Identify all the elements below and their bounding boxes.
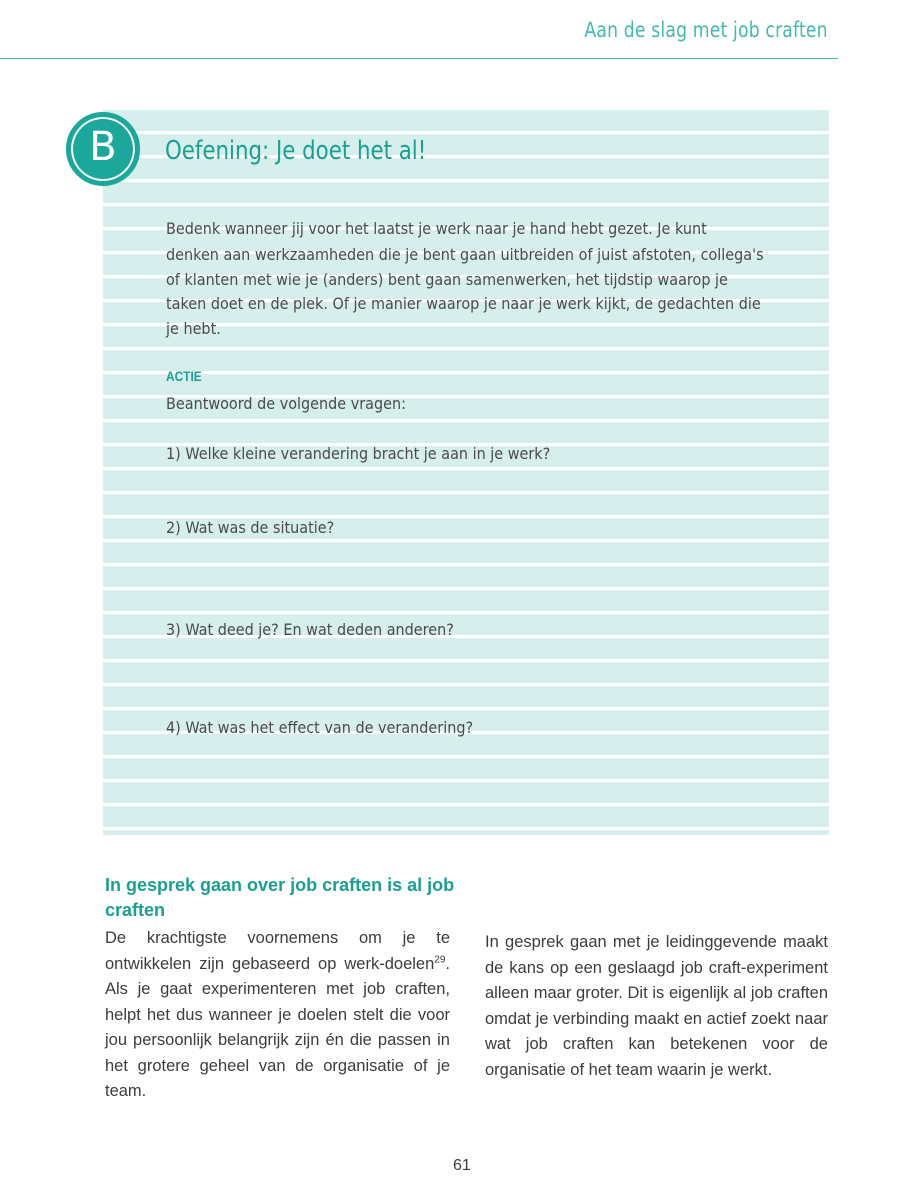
question-4: 4) Wat was het effect van de verandering?	[166, 718, 474, 737]
left-text-part-1: De krachtigste voornemens om je te ontwikkelen zijn gebaseerd op werk-doelen	[105, 929, 450, 973]
intro-line: je hebt.	[166, 319, 221, 338]
intro-line: taken doet en de plek. Of je manier waarop je naar je werk kijkt, de gedachten die	[166, 294, 761, 313]
section-heading: In gesprek gaan over job craften is al job craften	[105, 875, 455, 920]
question-2: 2) Wat was de situatie?	[166, 518, 335, 537]
intro-line: Bedenk wanneer jij voor het laatst je werk naar je hand hebt gezet. Je kunt	[166, 219, 707, 238]
left-body-column	[105, 926, 450, 1105]
question-1: 1) Welke kleine verandering bracht je aan in je werk?	[166, 444, 551, 463]
question-3: 3) Wat deed je? En wat deden anderen?	[166, 620, 454, 639]
badge-letter: B	[89, 124, 117, 170]
exercise-title: Oefening: Je doet het al!	[165, 136, 427, 166]
action-label: ACTIE	[166, 368, 202, 384]
footnote-reference: 29	[434, 954, 446, 965]
intro-line: of klanten met wie je (anders) bent gaan samenwerken, het tijdstip waarop je	[166, 270, 728, 289]
right-body-column: In gesprek gaan met je leidinggevende maakt de kans op een geslaagd job craft-experiment alleen maar groter. Dit is eigenlijk al job craften omdat je verbinding maakt en actief zoekt naar wat job craften kan betekenen voor de organisatie of het team waarin je werkt.	[485, 933, 828, 1079]
left-text-part-2: . Als je gaat experimenteren met job craften, helpt het dus wanneer je doelen stelt die voor jou persoonlijk belangrijk zijn én die passen in het grotere geheel van de organisatie of je team.	[105, 954, 450, 1100]
instruction-text: Beantwoord de volgende vragen:	[166, 394, 406, 413]
exercise-badge	[66, 112, 140, 186]
page-number: 61	[453, 1157, 471, 1174]
running-header-title: Aan de slag met job craften	[584, 18, 828, 42]
intro-line: denken aan werkzaamheden die je bent gaan uitbreiden of juist afstoten, collega's	[166, 245, 764, 264]
header-rule	[0, 58, 838, 59]
